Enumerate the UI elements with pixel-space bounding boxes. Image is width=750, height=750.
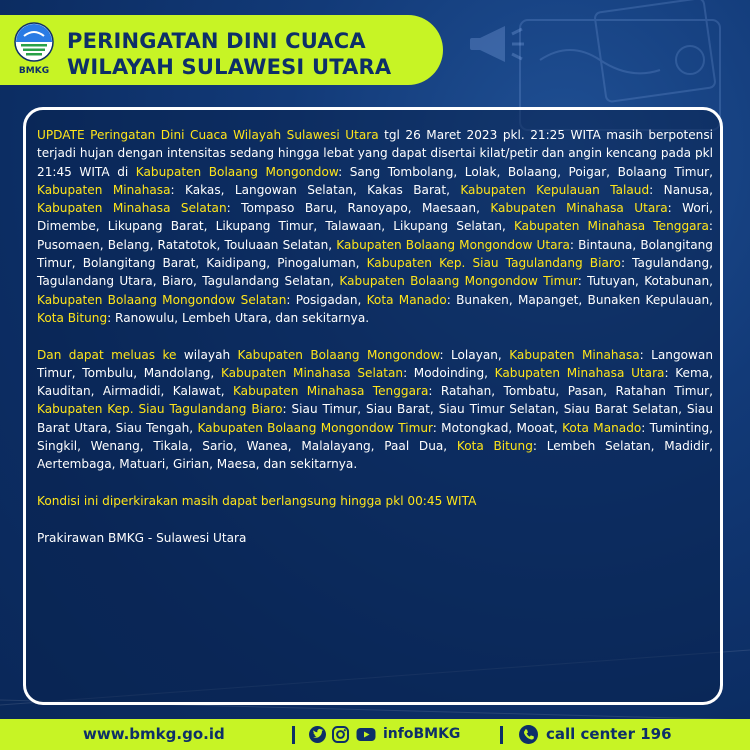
region-name: Kabupaten Minahasa Tenggara — [513, 219, 709, 234]
instagram-icon[interactable] — [332, 726, 349, 743]
region-name: Kabupaten Bolaang Mongondow Timur — [339, 274, 578, 289]
page-title-line-1: PERINGATAN DINI CUACA — [67, 29, 366, 53]
bulletin-segment: : Pusomaen, Belang, Ratatotok, Touluaan Selatan, — [37, 219, 713, 252]
bulletin-text — [37, 126, 713, 547]
bulletin-segment: : Langowan Timur, Tombulu, Mandolang, — [37, 347, 713, 380]
region-name: Dan dapat meluas ke — [37, 347, 177, 362]
region-name: Kabupaten Bolaang Mongondow Utara — [336, 237, 570, 252]
bulletin-segment: tgl 26 Maret 2023 pkl. 21:25 WITA masih berpotensi terjadi hujan dengan intensitas sedang hingga lebat yang dapat disertai kilat/petir dan angin kencang pada pkl 21:45 WITA di — [37, 128, 713, 179]
bulletin-segment: : Bunaken, Mapanget, Bunaken Kepulauan, — [446, 292, 713, 307]
region-name: Kabupaten Bolaang Mongondow Timur — [197, 420, 433, 435]
region-name: Kabupaten Minahasa Selatan — [37, 201, 227, 216]
region-name: UPDATE Peringatan Dini Cuaca Wilayah Sulawesi Utara — [37, 128, 379, 142]
region-name: Kota Manado — [562, 420, 642, 435]
region-name: Kabupaten Kep. Siau Tagulandang Biaro — [366, 256, 621, 271]
region-name: Kabupaten Bolaang Mongondow — [135, 164, 339, 179]
bulletin-segment: : Tagulandang, Tagulandang Utara, Biaro, Tagulandang Selatan, — [37, 256, 713, 289]
bulletin-segment: : Wori, Dimembe, Likupang Barat, Likupang Timur, Talawaan, Likupang Selatan, — [37, 201, 713, 234]
region-name: Kabupaten Minahasa Tenggara — [232, 384, 429, 399]
expansion-paragraph — [37, 346, 713, 474]
footer-divider — [500, 726, 503, 744]
social-handle[interactable]: infoBMKG — [383, 726, 461, 742]
bulletin-segment: : Ratahan, Tombatu, Pasan, Ratahan Timur, — [428, 384, 713, 399]
bulletin-segment: : Tutuyan, Kotabunan, — [577, 274, 713, 289]
region-name: Kota Bitung — [456, 439, 533, 454]
condition-note: Kondisi ini diperkirakan masih dapat berlangsung hingga pkl 00:45 WITA — [37, 493, 477, 508]
phone-icon — [519, 725, 538, 744]
bulletin-segment: : Tompaso Baru, Ranoyapo, Maesaan, — [226, 201, 491, 216]
bulletin-segment: : Lolayan, — [439, 347, 510, 362]
bulletin-segment: : Nanusa, — [649, 182, 713, 197]
twitter-icon[interactable] — [309, 726, 326, 743]
region-name: Kabupaten Minahasa Utara — [494, 365, 665, 380]
warning-paragraph — [37, 126, 713, 327]
youtube-icon[interactable] — [356, 726, 376, 743]
call-center[interactable]: call center 196 — [546, 725, 672, 743]
region-name: Kabupaten Kep. Siau Tagulandang Biaro — [37, 402, 283, 417]
forecaster-signature: Prakirawan BMKG - Sulawesi Utara — [37, 530, 247, 545]
footer-divider — [292, 726, 295, 744]
bulletin-segment: : Posigadan, — [286, 292, 367, 307]
bulletin-segment: wilayah — [176, 347, 238, 362]
region-name: Kabupaten Kepulauan Talaud — [460, 182, 650, 197]
footer-bar — [0, 719, 750, 750]
region-name: Kota Bitung — [37, 310, 108, 325]
bulletin-segment: : Siau Timur, Siau Barat, Siau Timur Selatan, Siau Barat Selatan, Siau Barat Utara, Siau Tengah, — [37, 402, 713, 435]
website-link[interactable]: www.bmkg.go.id — [83, 725, 225, 743]
bulletin-segment: : Ranowulu, Lembeh Utara, dan sekitarnya. — [107, 310, 370, 325]
bulletin-segment: : Tuminting, Singkil, Wenang, Tikala, Sario, Wanea, Malalayang, Paal Dua, — [37, 420, 713, 454]
bulletin-segment: : Modoinding, — [403, 365, 495, 380]
region-name: Kabupaten Bolaang Mongondow Selatan — [37, 292, 287, 307]
region-name: Kabupaten Minahasa — [37, 182, 171, 197]
bulletin-segment: : Bintauna, Bolangitang Timur, Bolangitang Barat, Kaidipang, Pinogaluman, — [37, 237, 713, 271]
bulletin-segment: : Kakas, Langowan Selatan, Kakas Barat, — [170, 182, 461, 197]
region-name: Kabupaten Bolaang Mongondow — [237, 347, 440, 362]
bulletin-segment: : Sang Tombolang, Lolak, Bolaang, Poigar, Bolaang Timur, — [338, 164, 713, 179]
region-name: Kabupaten Minahasa Selatan — [220, 365, 404, 380]
region-name: Kabupaten Minahasa Utara — [490, 201, 668, 216]
page-title-line-2: WILAYAH SULAWESI UTARA — [67, 55, 392, 79]
region-name: Kabupaten Minahasa — [509, 347, 640, 362]
region-name: Kota Manado — [366, 292, 447, 307]
logo-caption: BMKG — [18, 66, 50, 76]
bulletin-segment: : Lembeh Selatan, Madidir, Aertembaga, Matuari, Girian, Maesa, dan sekitarnya. — [37, 439, 713, 472]
bulletin-segment: : Kema, Kauditan, Airmadidi, Kalawat, — [37, 365, 714, 399]
megaphone-icon — [470, 26, 524, 62]
bmkg-logo — [14, 22, 54, 66]
bulletin-segment: : Motongkad, Mooat, — [432, 420, 563, 435]
